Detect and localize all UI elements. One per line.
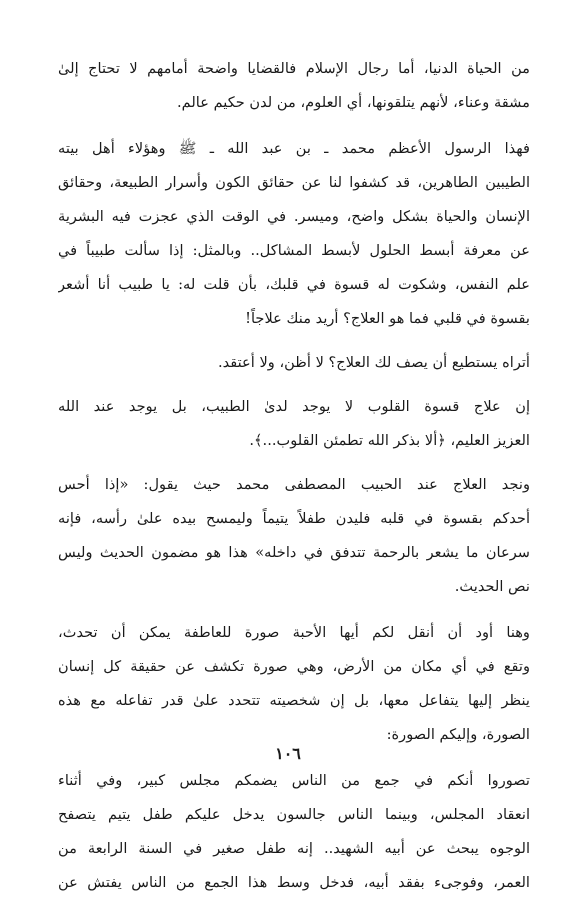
paragraph-1 [58, 52, 530, 120]
page-number: ١٠٦ [275, 744, 301, 763]
paragraph-2 [58, 132, 530, 336]
page-body [58, 52, 530, 891]
text-line: انعقاد المجلس، وبينما الناس جالسون يدخل عليكم طفل يتيم يتصفح [58, 806, 530, 823]
text-line: وتقع في أي مكان من الأرض، وهي صورة تكشف عن حقيقة كل إنسان [58, 658, 530, 675]
text-line: إن علاج قسوة القلوب لا يوجد لدىٰ الطبيب، بل يوجد عند الله [58, 398, 530, 415]
paragraph-4 [58, 390, 530, 458]
text-line: وهنا أود أن أنقل لكم أيها الأحبة صورة للعاطفة يمكن أن تحدث، [58, 624, 530, 641]
text-line: أتراه يستطيع أن يصف لك العلاج؟ لا أظن، ولا أعتقد. [217, 354, 530, 371]
text-line: العمر، وفوجىء بفقد أبيه، فدخل وسط هذا الجمع من الناس يفتش عن [58, 874, 530, 891]
text-line: بقسوة في قلبي فما هو العلاج؟ أريد منك علاجاً! [245, 310, 530, 327]
text-line: ونجد العلاج عند الحبيب المصطفى محمد حيث يقول: «إذا أحس [58, 476, 530, 493]
paragraph-6 [58, 616, 530, 752]
text-line: تصوروا أنكم في جمع من الناس يضمكم مجلس كبير، وفي أثناء [58, 772, 530, 789]
text-line: فهذا الرسول الأعظم محمد ـ بن عبد الله ـ ﷺ وهؤلاء أهل بيته [58, 140, 530, 157]
quran-verse-line: العزيز العليم، ﴿ألا بذكر الله تطمئن القلوب...﴾. [249, 432, 530, 449]
paragraph-7 [58, 764, 530, 900]
text-line: علم النفس، وشكوت له قسوة في قلبك، بأن قلت له: يا طبيب أنا أشعر [58, 276, 530, 293]
text-line: نص الحديث. [454, 578, 530, 595]
paragraph-3 [58, 346, 530, 380]
text-line: الوجوه يبحث عن أبيه الشهيد.. إنه طفل صغير في السنة الرابعة من [58, 840, 530, 857]
text-line: سرعان ما يشعر بالرحمة تتدفق في داخله» هذا هو مضمون الحديث وليس [58, 544, 530, 561]
text-line: الصورة، وإليكم الصورة: [386, 726, 530, 743]
paragraph-5 [58, 468, 530, 604]
text-line: من الحياة الدنيا، أما رجال الإسلام فالقضايا واضحة أمامهم لا تحتاج إلىٰ [58, 60, 530, 77]
text-line: أحدكم بقسوة في قلبه فليدن طفلاً يتيماً وليمسح بيده علىٰ رأسه، فإنه [58, 510, 530, 527]
text-line: الطيبين الطاهرين، قد كشفوا لنا عن حقائق الكون وأسرار الطبيعة، وحقائق [58, 174, 530, 191]
text-line: ينظر إليها يتفاعل معها، بل إن شخصيته تتحدد علىٰ قدر تفاعله مع هذه [58, 692, 530, 709]
text-line: الإنسان والحياة بشكل واضح، وميسر. في الوقت الذي عجزت فيه البشرية [58, 208, 530, 225]
text-line: مشقة وعناء، لأنهم يتلقونها، أي العلوم، من لدن حكيم عالم. [177, 94, 530, 111]
text-line: عن معرفة أبسط الحلول لأبسط المشاكل.. وبالمثل: إذا سألت طبيباً في [58, 242, 530, 259]
